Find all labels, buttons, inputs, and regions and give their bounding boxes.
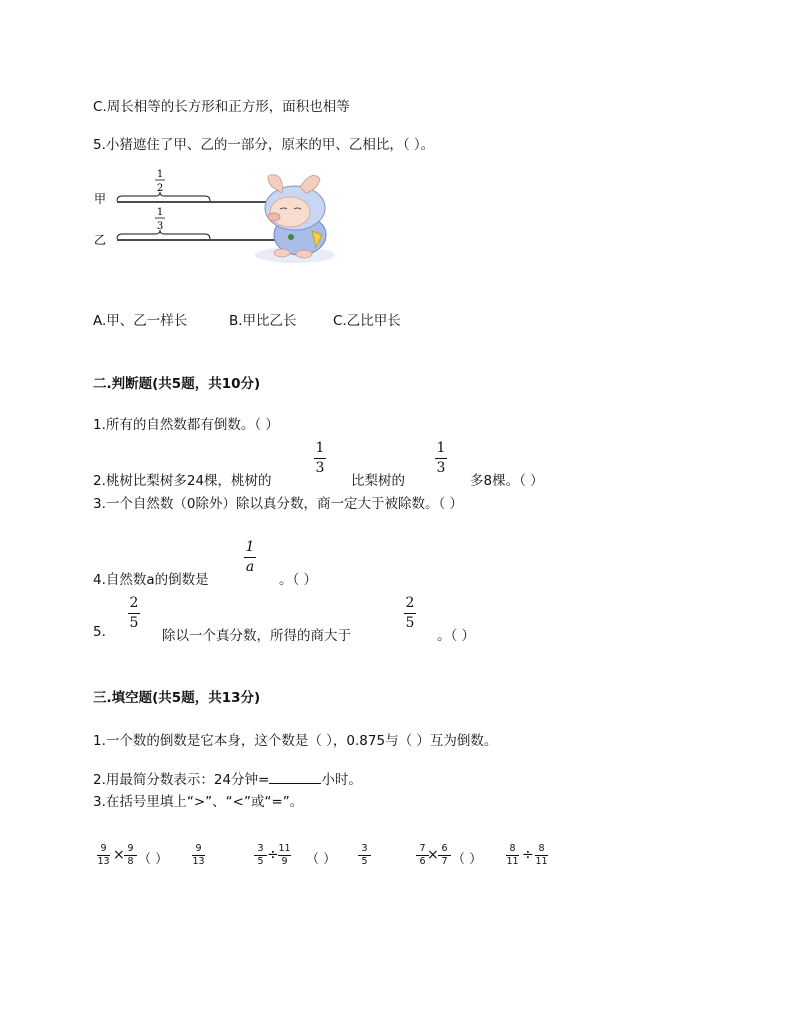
expr3-fraction-3 [506, 844, 519, 867]
s2-q5-fraction-2 [404, 596, 416, 630]
den: 11 [506, 855, 519, 867]
label-jia: 甲 [94, 192, 107, 206]
num: 1 [436, 440, 446, 456]
s2-q5-text-b: 除以一个真分数，所得的商大于 [162, 628, 351, 644]
s2-q2-text-c: 多8棵。（ ） [470, 473, 544, 489]
frac-bot-den: 3 [156, 221, 164, 232]
s3-q2-text-b: 小时。 [321, 772, 362, 788]
num: 3 [257, 843, 264, 854]
den: 6 [419, 855, 426, 867]
num: 8 [509, 843, 516, 854]
frac-top-num: 1 [156, 169, 164, 180]
expr3-fraction-2 [438, 844, 451, 867]
piglet-ear-left [268, 175, 283, 193]
den: 11 [535, 855, 548, 867]
s2-q5-text-a: 5. [93, 624, 106, 640]
s3-q2-blank[interactable] [269, 771, 321, 784]
den: 8 [127, 855, 134, 867]
q5-option-c: C.乙比甲长 [333, 313, 401, 329]
expr1-fraction-1 [97, 844, 110, 867]
q5-stem: 5.小猪遮住了甲、乙的一部分，原来的甲、乙相比，（ ）。 [93, 137, 435, 153]
den: 5 [361, 855, 368, 867]
q4-option-c: C.周长相等的长方形和正方形，面积也相等 [93, 99, 350, 115]
den: 5 [257, 855, 264, 867]
section2-title: 二.判断题(共5题，共10分) [93, 376, 261, 392]
piglet-ear-right [300, 175, 320, 193]
brace-top [117, 192, 210, 201]
piglet-foot-right [296, 250, 312, 258]
s3-q3: 3.在括号里填上“>”、“<”或“=”。 [93, 794, 304, 810]
expr3-operator: × [427, 847, 439, 863]
q5-figure [90, 165, 340, 270]
s3-q2 [93, 768, 362, 788]
den: 13 [97, 855, 110, 867]
s2-q2-text-a: 2.桃树比梨树多24棵，桃树的 [93, 473, 272, 489]
num: 1 [245, 539, 255, 555]
s2-q5-text-c: 。（ ） [437, 628, 476, 644]
piglet-foot-left [274, 249, 290, 257]
expr1-answer-blank[interactable]: （ ） [138, 852, 169, 867]
piglet-button [288, 234, 294, 240]
s3-q2-text-a: 2.用最简分数表示：24分钟= [93, 772, 270, 788]
expr2-fraction-2 [278, 844, 291, 867]
q5-option-b: B.甲比乙长 [229, 313, 297, 329]
expr3-fraction-4 [535, 844, 548, 867]
s2-q2-fraction-2 [435, 441, 447, 475]
s2-q4-text-a: 4.自然数a的倒数是 [93, 572, 209, 588]
expr1-fraction-3 [192, 844, 205, 867]
den: 9 [281, 855, 288, 867]
s2-q3: 3.一个自然数（0除外）除以真分数，商一定大于被除数。（ ） [93, 496, 464, 512]
section3-title: 三.填空题(共5题，共13分) [93, 690, 261, 706]
piglet-face [270, 197, 310, 227]
num: 9 [195, 843, 202, 854]
num: 8 [538, 843, 545, 854]
expr1-fraction-2 [124, 844, 137, 867]
s2-q2-fraction-1 [314, 441, 326, 475]
num: 7 [419, 843, 426, 854]
s2-q4-text-b: 。（ ） [279, 572, 318, 588]
s2-q4-fraction [244, 540, 256, 574]
num: 3 [361, 843, 368, 854]
s3-q1: 1.一个数的倒数是它本身，这个数是（ ），0.875与（ ）互为倒数。 [93, 733, 498, 749]
expr3-operator-2: ÷ [522, 847, 534, 863]
num: 2 [405, 595, 415, 611]
s2-q2-text-b: 比梨树的 [351, 473, 405, 489]
expr1-operator: × [113, 847, 125, 863]
expr3-answer-blank[interactable]: （ ） [452, 852, 483, 867]
den: a [245, 558, 255, 575]
s2-q5-fraction-1 [128, 596, 140, 630]
brace-bottom [117, 230, 210, 239]
num: 1 [315, 440, 325, 456]
num: 11 [278, 843, 291, 854]
expr2-answer-blank[interactable]: （ ） [306, 852, 337, 867]
s2-q1: 1.所有的自然数都有倒数。（ ） [93, 417, 279, 433]
num: 9 [100, 843, 107, 854]
label-yi: 乙 [94, 233, 107, 247]
den: 5 [405, 614, 415, 631]
expr2-operator: ÷ [267, 847, 279, 863]
expr2-fraction-3 [358, 844, 371, 867]
frac-bot-num: 1 [156, 207, 164, 218]
den: 5 [129, 614, 139, 631]
frac-top-den: 2 [156, 183, 164, 194]
den: 3 [436, 459, 446, 476]
num: 2 [129, 595, 139, 611]
q5-option-a: A.甲、乙一样长 [93, 313, 188, 329]
num: 9 [127, 843, 134, 854]
den: 7 [441, 855, 448, 867]
num: 6 [441, 843, 448, 854]
q5-figure-svg [90, 165, 340, 270]
expr2-fraction-1 [254, 844, 267, 867]
den: 3 [315, 459, 325, 476]
piglet-snout [268, 213, 280, 221]
den: 13 [192, 855, 205, 867]
piglet-illustration [255, 175, 335, 263]
